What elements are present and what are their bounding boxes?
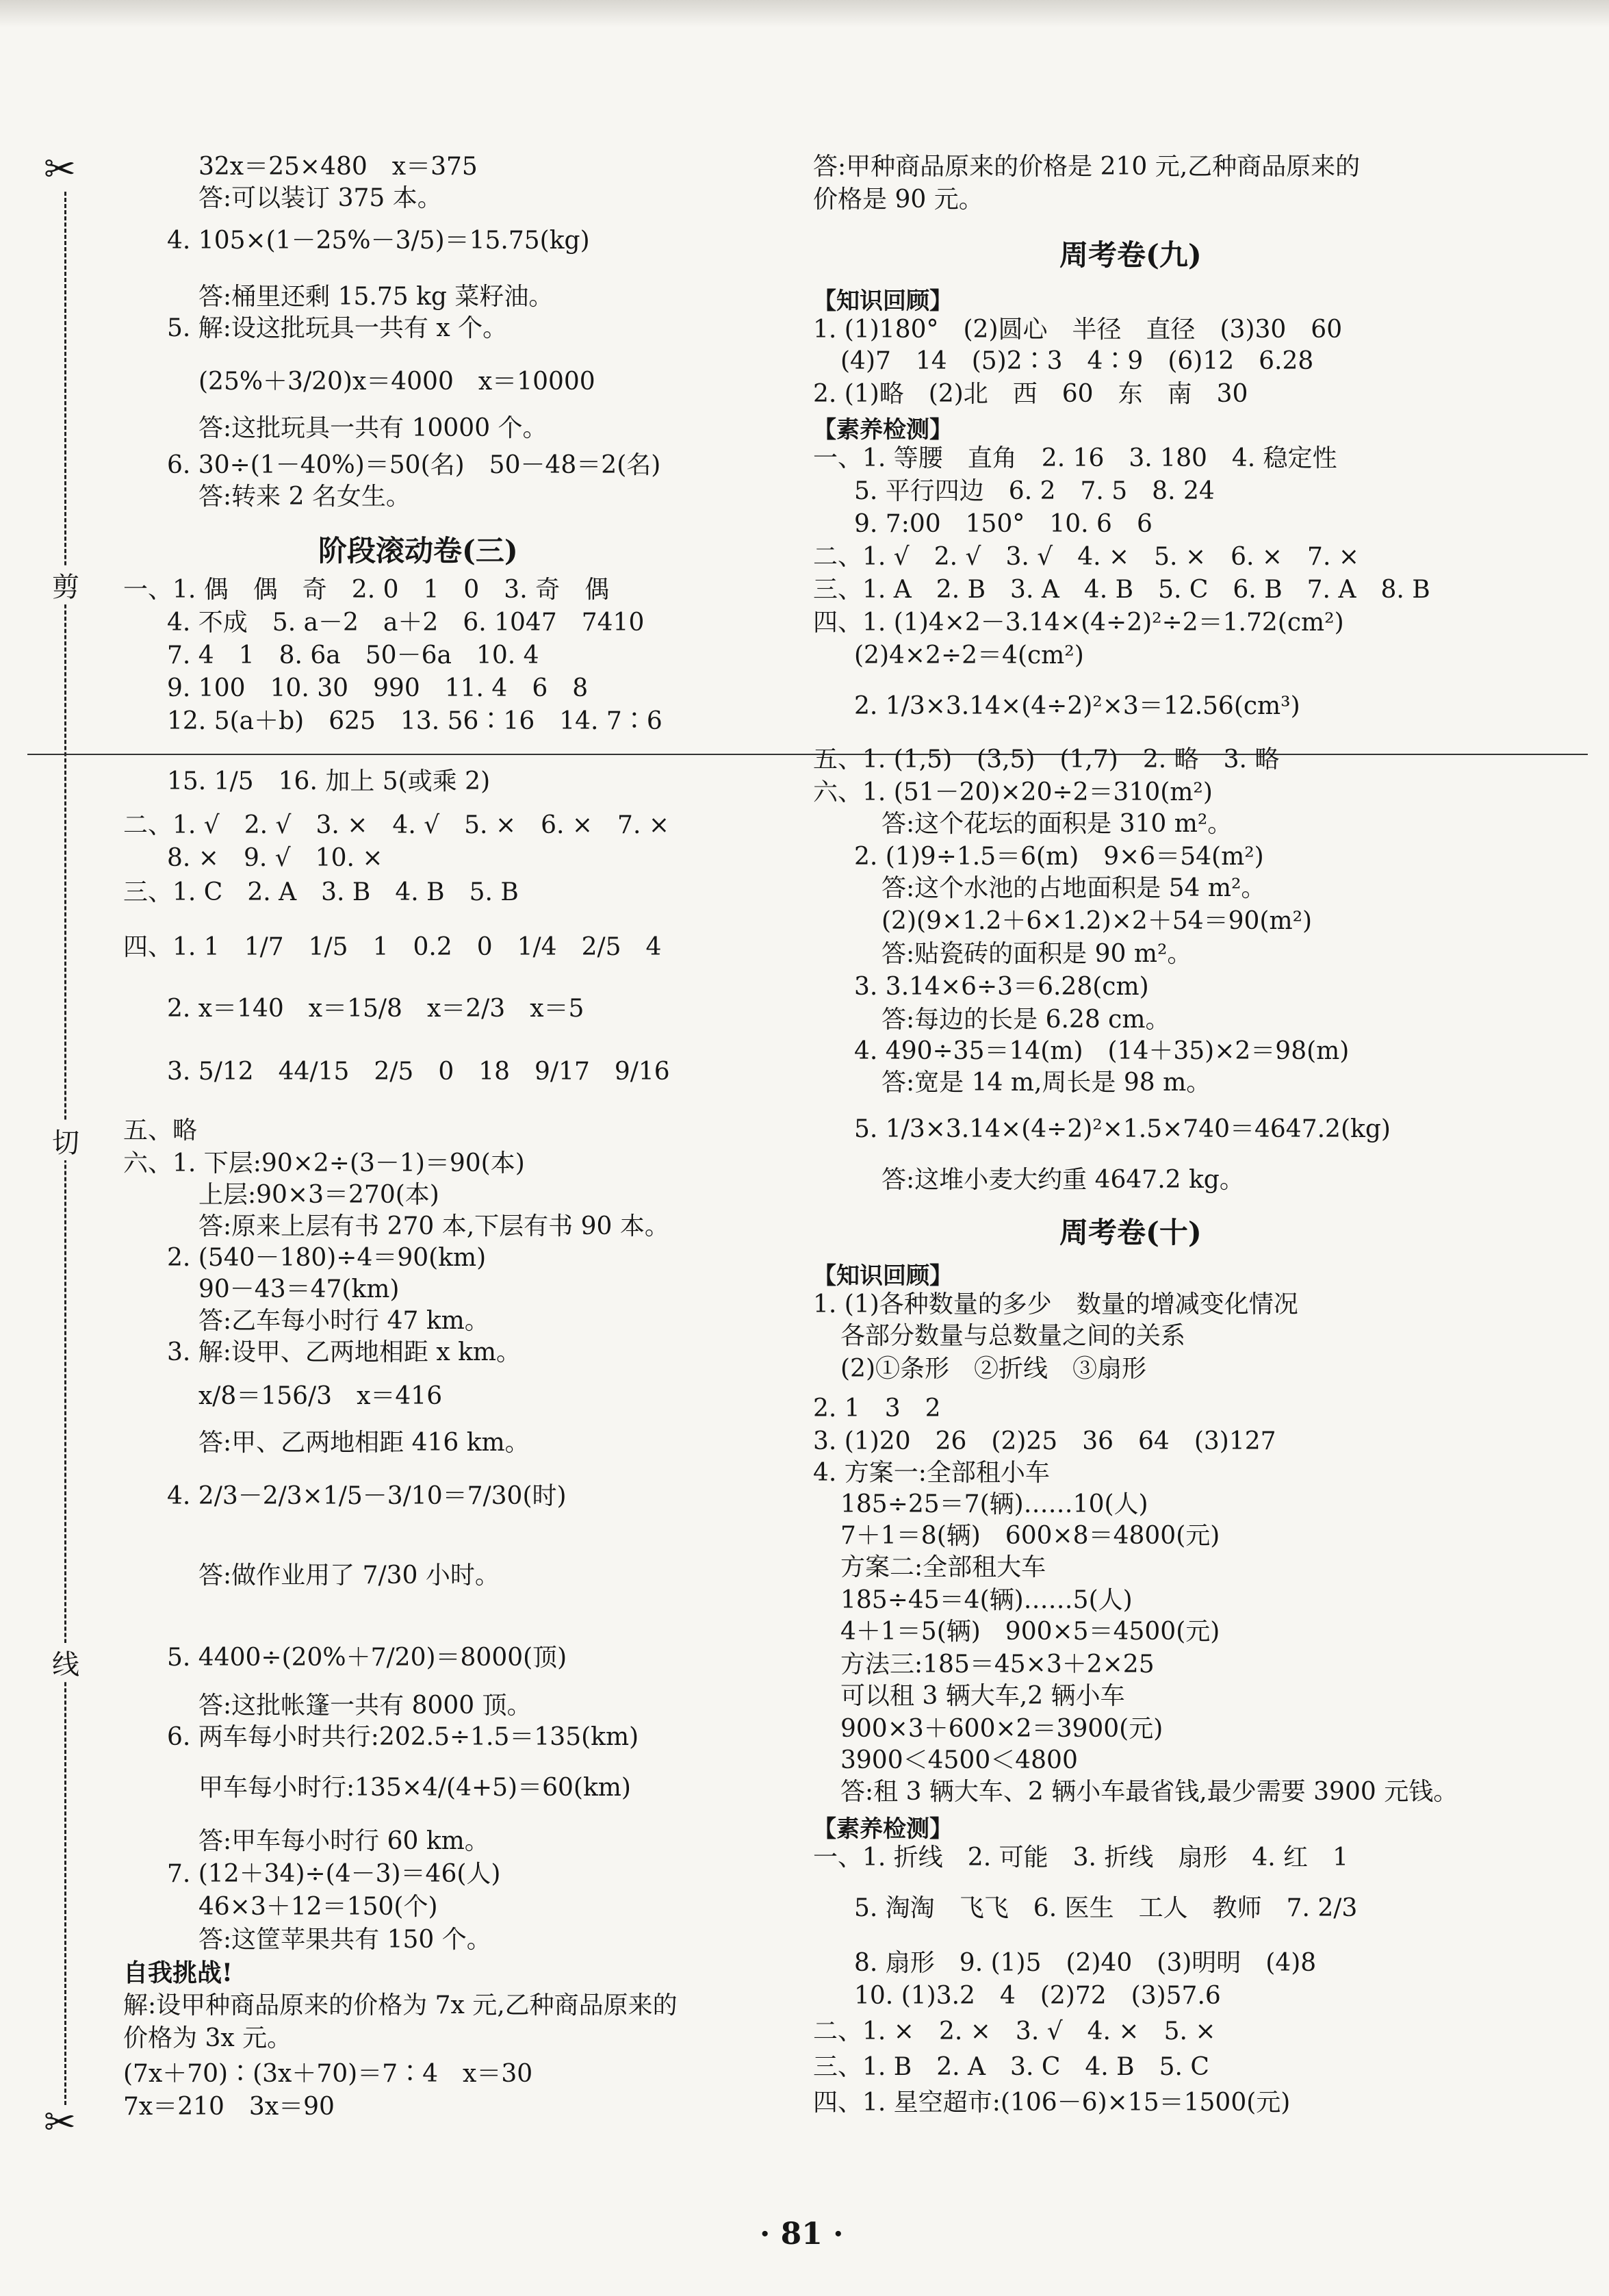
line: 四、1. 星空超市:(106－6)×15＝1500(元) [813,2089,1291,2117]
line: 1. (1)各种数量的多少 数量的增减变化情况 [813,1290,1298,1318]
line: 答:这个水池的占地面积是 54 m²。 [881,874,1266,902]
line: 900×3＋600×2＝3900(元) [840,1715,1163,1743]
line: 2. (1)9÷1.5＝6(m) 9×6＝54(m²) [854,843,1264,871]
line: x/8＝156/3 x＝416 [198,1382,443,1410]
section-title: 阶段滚动卷(三) [318,534,518,567]
line: 2. 1 3 2 [813,1394,941,1423]
line: 2. (1)略 (2)北 西 60 东 南 30 [813,380,1248,408]
line: 3. 3.14×6÷3＝6.28(cm) [854,973,1149,1001]
scan-edge [0,0,1609,27]
scissors-icon: ✂ [44,2100,76,2145]
line: 答:这批帐篷一共有 8000 顶。 [198,1692,532,1720]
line: 3. 解:设甲、乙两地相距 x km。 [167,1338,522,1366]
section-title: 周考卷(九) [1059,238,1202,272]
line: 答:这批玩具一共有 10000 个。 [198,414,548,442]
line: 答:转来 2 名女生。 [198,483,411,511]
line: 四、1. 1 1/7 1/5 1 0.2 0 1/4 2/5 4 [123,933,662,961]
line: 解:设甲种商品原来的价格为 7x 元,乙种商品原来的 [123,1991,678,2019]
line: 答:做作业用了 7/30 小时。 [198,1561,500,1590]
line: 答:贴瓷砖的面积是 90 m²。 [881,940,1192,968]
line: 4＋1＝5(辆) 900×5＝4500(元) [840,1618,1220,1646]
line: 5. 1/3×3.14×(4÷2)²×1.5×740＝4647.2(kg) [854,1115,1391,1143]
scissors-icon: ✂ [44,147,76,192]
line: 4. 490÷35＝14(m) (14＋35)×2＝98(m) [854,1037,1350,1065]
line: 四、1. (1)4×2－3.14×(4÷2)²÷2＝1.72(cm²) [813,609,1344,637]
line: 15. 1/5 16. 加上 5(或乘 2) [167,767,491,795]
line: 12. 5(a＋b) 625 13. 56∶16 14. 7∶6 [167,707,662,735]
line: 答:甲种商品原来的价格是 210 元,乙种商品原来的 [813,153,1361,181]
line: 7＋1＝8(辆) 600×8＝4800(元) [840,1522,1220,1550]
line: 4. 2/3－2/3×1/5－3/10＝7/30(时) [167,1482,567,1510]
line: 3. (1)20 26 (2)25 36 64 (3)127 [813,1427,1276,1455]
line: 方案二:全部租大车 [840,1553,1046,1581]
line: 8. × 9. √ 10. × [167,844,383,872]
line: 7x＝210 3x＝90 [123,2093,335,2121]
line: 各部分数量与总数量之间的关系 [840,1322,1186,1350]
line: 三、1. A 2. B 3. A 4. B 5. C 6. B 7. A 8. B [813,576,1430,604]
line: 答:每边的长是 6.28 cm。 [881,1006,1170,1034]
line: 五、1. (1,5) (3,5) (1,7) 2. 略 3. 略 [813,745,1280,774]
line: 5. 淘淘 飞飞 6. 医生 工人 教师 7. 2/3 [854,1894,1358,1922]
line: 二、1. × 2. × 3. √ 4. × 5. × [813,2017,1216,2045]
line: (4)7 14 (5)2∶3 4∶9 (6)12 6.28 [840,347,1314,375]
line: 答:甲车每小时行 60 km。 [198,1827,489,1855]
sub-heading: 【素养检测】 [813,1815,953,1843]
line: 一、1. 偶 偶 奇 2. 0 1 0 3. 奇 偶 [123,576,610,604]
line: 答:这筐苹果共有 150 个。 [198,1926,491,1954]
line: 答:原来上层有书 270 本,下层有书 90 本。 [198,1212,669,1240]
line: 2. x＝140 x＝15/8 x＝2/3 x＝5 [167,995,584,1023]
line: 7. 4 1 8. 6a 50－6a 10. 4 [167,641,539,669]
line: 二、1. √ 2. √ 3. √ 4. × 5. × 6. × 7. × [813,543,1360,571]
line: 10. (1)3.2 4 (2)72 (3)57.6 [854,1982,1221,2010]
line: (25%＋3/20)x＝4000 x＝10000 [198,368,595,396]
line: 185÷25＝7(辆)……10(人) [840,1490,1148,1518]
line: 4. 不成 5. a－2 a＋2 6. 1047 7410 [167,609,645,637]
line: 3. 5/12 44/15 2/5 0 18 9/17 9/16 [167,1058,670,1086]
line: 6. 两车每小时共行:202.5÷1.5＝135(km) [167,1723,639,1751]
line: 六、1. (51－20)×20÷2＝310(m²) [813,778,1213,806]
line: 90－43＝47(km) [198,1275,400,1303]
line: 4. 105×(1－25%－3/5)＝15.75(kg) [167,227,590,255]
line: 2. (540－180)÷4＝90(km) [167,1244,487,1272]
line: (2)4×2÷2＝4(cm²) [854,641,1084,669]
page-number: · 81 · [760,2217,844,2252]
line: 六、1. 下层:90×2÷(3－1)＝90(本) [123,1149,525,1177]
line: 答:可以装订 375 本。 [198,184,442,212]
line: 答:乙车每小时行 47 km。 [198,1307,489,1335]
line: 46×3＋12＝150(个) [198,1893,438,1921]
cut-char: 切 [51,1121,81,1160]
line: 答:租 3 辆大车、2 辆小车最省钱,最少需要 3900 元钱。 [840,1778,1458,1806]
sub-heading: 【素养检测】 [813,416,953,444]
line: 2. 1/3×3.14×(4÷2)²×3＝12.56(cm³) [854,692,1300,720]
line: (2)①条形 ②折线 ③扇形 [840,1355,1146,1383]
cut-char: 线 [51,1643,81,1682]
line: 二、1. √ 2. √ 3. × 4. √ 5. × 6. × 7. × [123,811,670,839]
line: 6. 30÷(1－40%)＝50(名) 50－48＝2(名) [167,451,661,479]
line: 9. 100 10. 30 990 11. 4 6 8 [167,674,589,702]
sub-heading: 【知识回顾】 [813,1262,953,1290]
line: 上层:90×3＝270(本) [198,1181,439,1209]
line: (2)(9×1.2＋6×1.2)×2＋54＝90(m²) [881,907,1313,935]
line: 185÷45＝4(辆)……5(人) [840,1586,1133,1614]
line: 答:甲、乙两地相距 416 km。 [198,1429,530,1457]
line: 价格是 90 元。 [813,186,983,214]
challenge-heading: 自我挑战! [123,1959,233,1987]
line: 三、1. B 2. A 3. C 4. B 5. C [813,2053,1209,2081]
line: 5. 平行四边 6. 2 7. 5 8. 24 [854,477,1215,505]
line: 5. 解:设这批玩具一共有 x 个。 [167,314,508,342]
line: 1. (1)180° (2)圆心 半径 直径 (3)30 60 [813,316,1343,344]
line: 7. (12＋34)÷(4－3)＝46(人) [167,1860,501,1888]
section-title: 周考卷(十) [1059,1216,1202,1249]
line: 五、略 [123,1117,198,1145]
sub-heading: 【知识回顾】 [813,288,953,315]
line: 9. 7:00 150° 10. 6 6 [854,510,1153,538]
line: 三、1. C 2. A 3. B 4. B 5. B [123,878,519,906]
line: 答:这堆小麦大约重 4647.2 kg。 [881,1166,1244,1194]
line: 一、1. 折线 2. 可能 3. 折线 扇形 4. 红 1 [813,1844,1349,1872]
line: 方法三:185＝45×3＋2×25 [840,1650,1155,1679]
line: 32x＝25×480 x＝375 [198,153,478,181]
line: 可以租 3 辆大车,2 辆小车 [840,1682,1125,1710]
line: 答:这个花坛的面积是 310 m²。 [881,810,1233,838]
line: 5. 4400÷(20%＋7/20)＝8000(顶) [167,1644,567,1672]
line: 答:宽是 14 m,周长是 98 m。 [881,1069,1211,1097]
line: 价格为 3x 元。 [123,2024,292,2052]
line: 3900＜4500＜4800 [840,1746,1078,1774]
cut-line-horizontal [27,754,1588,755]
cut-char: 剪 [51,565,81,604]
line: 4. 方案一:全部租小车 [813,1459,1050,1487]
line: 8. 扇形 9. (1)5 (2)40 (3)明明 (4)8 [854,1949,1317,1977]
line: 甲车每小时行:135×4/(4+5)＝60(km) [198,1774,631,1802]
line: (7x＋70)∶(3x＋70)＝7∶4 x＝30 [123,2060,533,2088]
line: 答:桶里还剩 15.75 kg 菜籽油。 [198,283,554,311]
line: 一、1. 等腰 直角 2. 16 3. 180 4. 稳定性 [813,444,1337,472]
